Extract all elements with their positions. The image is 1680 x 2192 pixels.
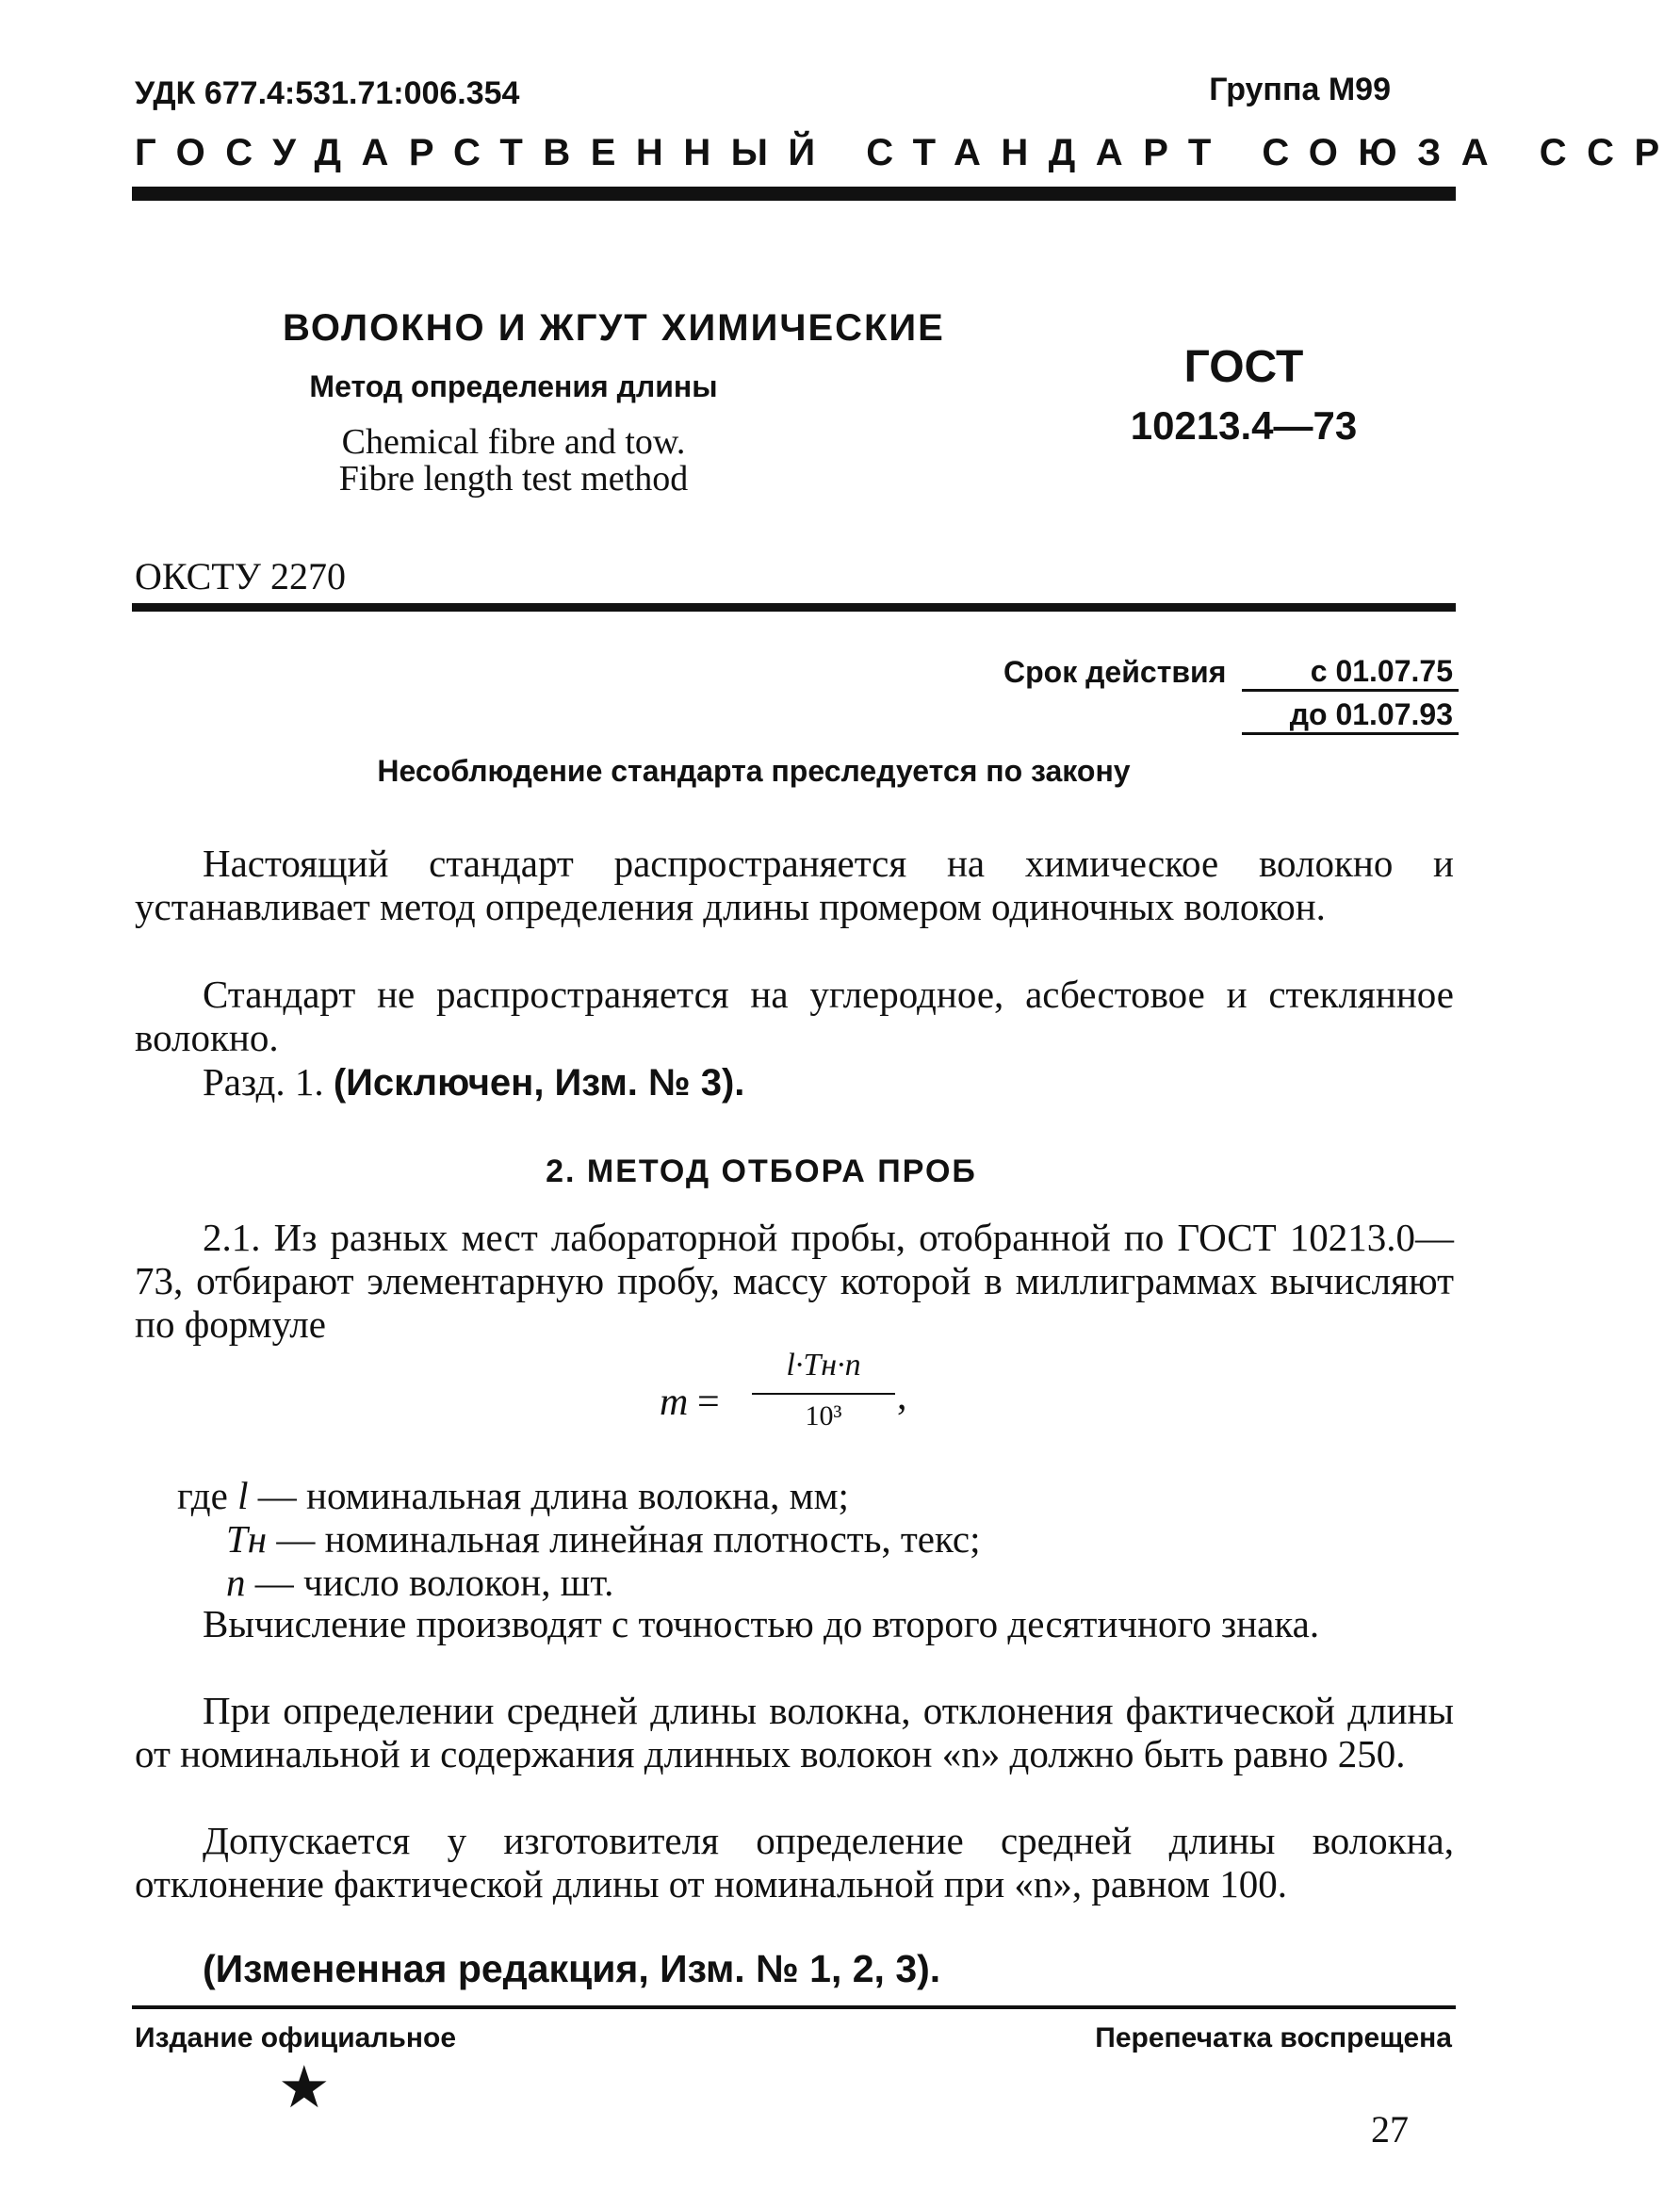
official-edition-label: Издание официальное bbox=[135, 2022, 457, 2053]
formula-comma: , bbox=[897, 1375, 907, 1418]
where-item-l: где l — номинальная длина волокна, мм; bbox=[177, 1474, 849, 1517]
page-number: 27 bbox=[1371, 2108, 1409, 2151]
paragraph-amendment-note: (Измененная редакция, Изм. № 1, 2, 3). bbox=[203, 1947, 941, 1990]
paragraph-2-1: 2.1. Из разных мест лабораторной пробы, отобранной по ГОСТ 10213.0—73, отбирают элементарную пробу, массу которой в миллиграммах вычисляют по формуле bbox=[135, 1216, 1454, 1346]
formula-denominator: 10³ bbox=[805, 1400, 842, 1431]
group-code: Группа М99 bbox=[1209, 72, 1391, 107]
paragraph-section1-excluded: Разд. 1. (Исключен, Изм. № 3). bbox=[203, 1060, 745, 1104]
footer-divider bbox=[132, 2005, 1456, 2009]
formula-equals: = bbox=[697, 1381, 720, 1424]
english-title bbox=[0, 424, 1027, 498]
paragraph-sample-count: При определении средней длины волокна, отклонения фактической длины от номинальной и содержания длинных волокон «n» должно быть равно 250. bbox=[135, 1689, 1454, 1775]
where-item-tn: Tн — номинальная линейная плотность, текс; bbox=[226, 1517, 981, 1561]
paragraph-manufacturer: Допускается у изготовителя определение средней длины волокна, отклонение фактической длины от номинальной при «n», равном 100. bbox=[135, 1819, 1454, 1906]
section-2-heading: 2. МЕТОД ОТБОРА ПРОБ bbox=[546, 1153, 977, 1189]
validity-to: до 01.07.93 bbox=[1242, 697, 1459, 735]
header-divider bbox=[132, 187, 1456, 201]
where-item-n: n — число волокон, шт. bbox=[226, 1561, 614, 1604]
paragraph-exclusions: Стандарт не распространяется на углеродное, асбестовое и стеклянное волокно. bbox=[135, 973, 1454, 1059]
english-title-line-1: Chemical fibre and tow. bbox=[341, 422, 686, 462]
gost-number: 10213.4—73 bbox=[1130, 403, 1358, 448]
paragraph-precision: Вычисление производят с точностью до второго десятичного знака. bbox=[203, 1602, 1320, 1645]
document-title: ВОЛОКНО И ЖГУТ ХИМИЧЕСКИЕ bbox=[283, 307, 945, 349]
formula-lhs: m bbox=[660, 1381, 689, 1424]
reprint-prohibited-label: Перепечатка воспрещена bbox=[1095, 2022, 1452, 2053]
title-divider bbox=[132, 603, 1456, 612]
mass-formula bbox=[641, 1348, 923, 1451]
formula-numerator: l·Tн·n bbox=[786, 1348, 861, 1382]
validity-label: Срок действия bbox=[1003, 655, 1227, 689]
paragraph-scope: Настоящий стандарт распространяется на химическое волокно и устанавливает метод определения длины промером одиночных волокон. bbox=[135, 842, 1454, 928]
star-icon: ★ bbox=[278, 2056, 331, 2120]
validity-from: с 01.07.75 bbox=[1242, 654, 1459, 692]
formula-fraction-bar bbox=[752, 1393, 895, 1395]
gost-label: ГОСТ bbox=[1183, 342, 1304, 392]
oksty-code: ОКСТУ 2270 bbox=[135, 555, 347, 597]
state-standard-heading: ГОСУДАРСТВЕННЫЙ СТАНДАРТ СОЮЗА ССР bbox=[135, 132, 1680, 173]
udk-code: УДК 677.4:531.71:006.354 bbox=[135, 75, 520, 111]
english-title-line-2: Fibre length test method bbox=[338, 459, 689, 499]
document-subtitle: Метод определения длины bbox=[309, 369, 718, 403]
legal-warning: Несоблюдение стандарта преследуется по закону bbox=[377, 754, 1131, 788]
